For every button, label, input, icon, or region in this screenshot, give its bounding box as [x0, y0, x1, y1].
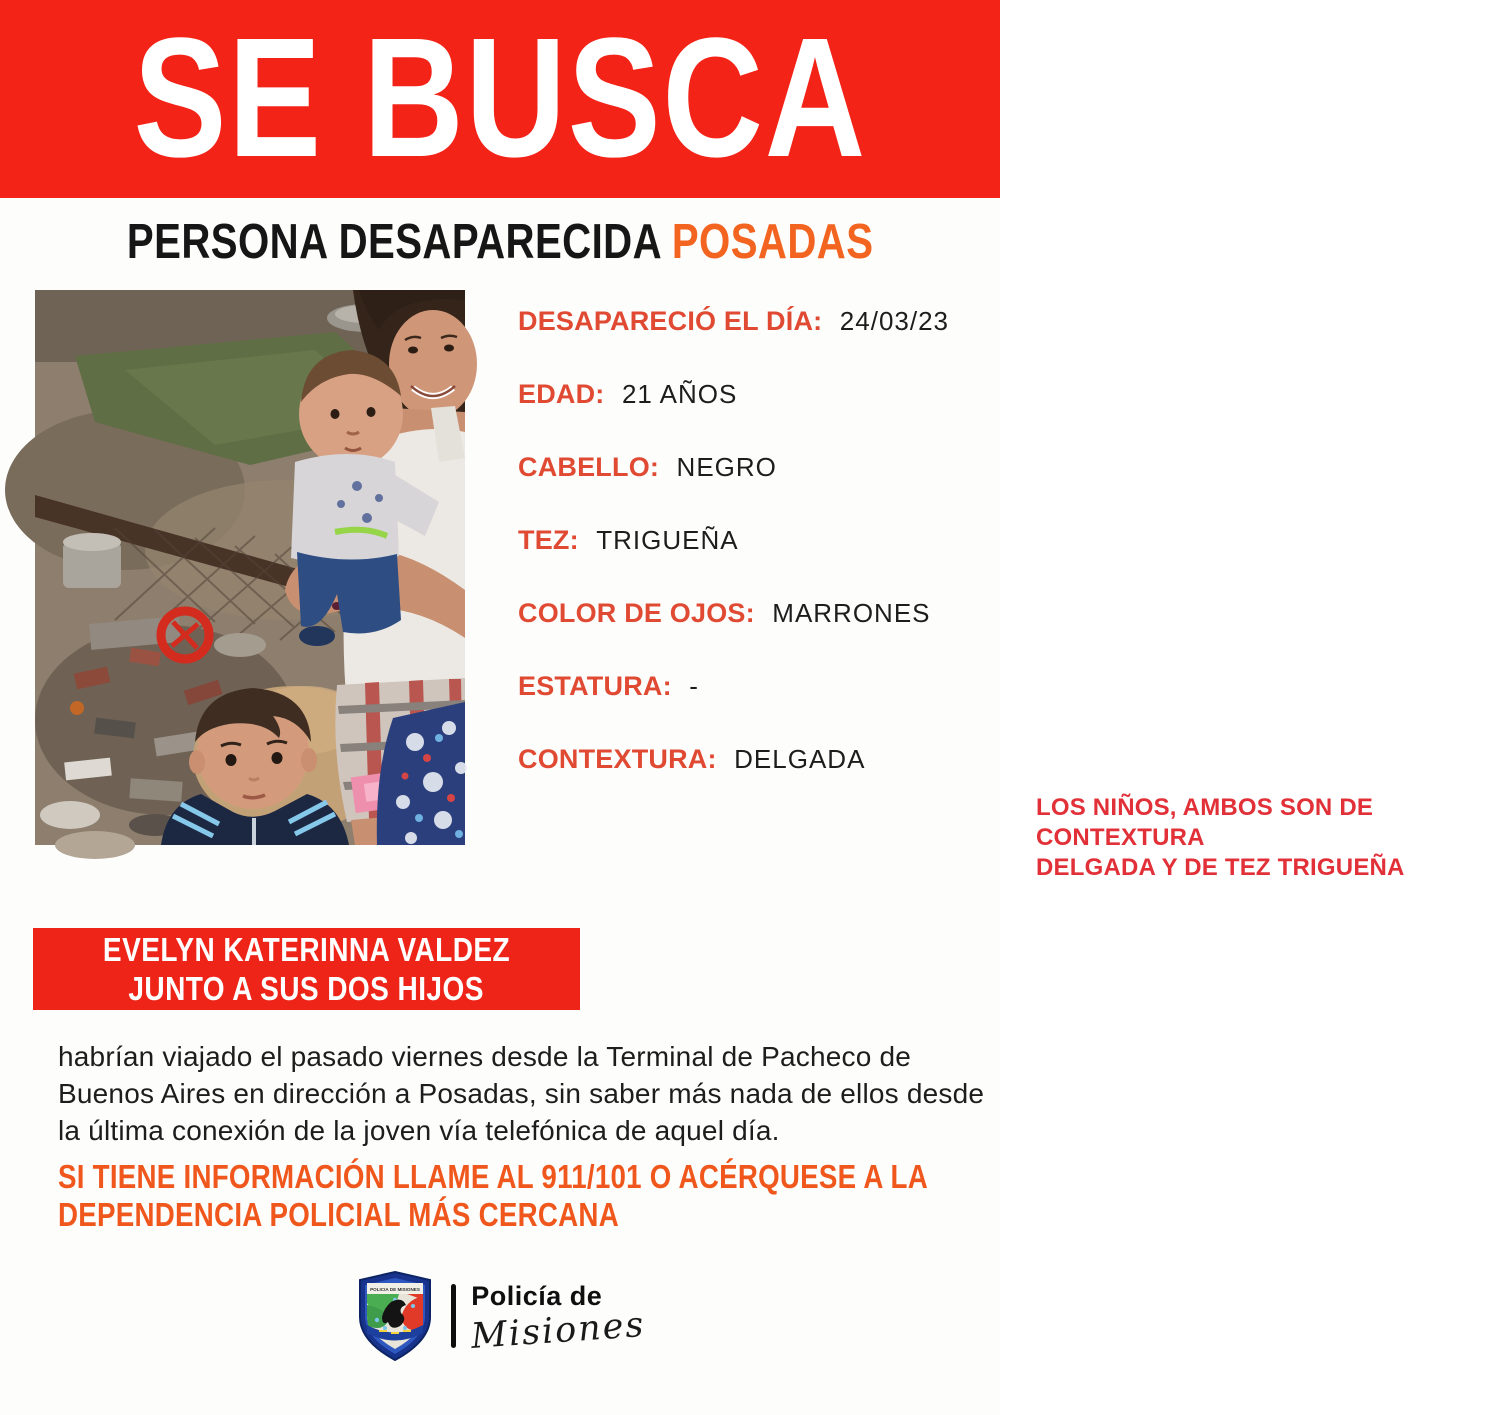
shield-caption: POLICIA DE MISIONES	[370, 1287, 421, 1292]
detail-row-estatura	[518, 671, 978, 744]
detail-label: DESAPARECIÓ EL DÍA:	[518, 306, 823, 336]
missing-person-name-sub: JUNTO A SUS DOS HIJOS	[128, 970, 485, 1007]
detail-value: DELGADA	[734, 744, 866, 774]
case-description-line: habrían viajado el pasado viernes desde la Terminal de Pacheco de	[58, 1041, 912, 1072]
banner	[0, 0, 1000, 198]
org-name	[469, 1280, 647, 1357]
missing-person-name: EVELYN KATERINNA VALDEZ	[102, 931, 511, 968]
footer-logo	[0, 1270, 1000, 1362]
org-name-regular: Policía de	[471, 1280, 603, 1311]
detail-value: -	[689, 671, 699, 701]
detail-value: MARRONES	[772, 598, 931, 628]
detail-label: CABELLO:	[518, 452, 660, 482]
case-description-line: Buenos Aires en dirección a Posadas, sin saber más nada de ellos desde	[58, 1078, 985, 1109]
poster-title: SE BUSCA	[133, 3, 867, 193]
detail-value: 24/03/23	[839, 306, 950, 336]
detail-row-fecha	[518, 306, 978, 379]
subtitle	[0, 216, 1000, 268]
detail-label: COLOR DE OJOS:	[518, 598, 755, 628]
detail-label: TEZ:	[518, 525, 579, 555]
details-panel	[518, 306, 1405, 881]
detail-label: EDAD:	[518, 379, 605, 409]
subtitle-location: POSADAS	[671, 215, 874, 269]
detail-value: NEGRO	[676, 452, 777, 482]
footer-divider	[451, 1284, 456, 1348]
children-note-line: DELGADA Y DE TEZ TRIGUEÑA	[1036, 854, 1405, 881]
contact-alert-line: DEPENDENCIA POLICIAL MÁS CERCANA	[58, 1196, 619, 1233]
photo-illustration	[35, 290, 465, 845]
detail-label: ESTATURA:	[518, 671, 672, 701]
detail-row-contextura	[518, 744, 978, 817]
missing-person-name-box	[33, 928, 580, 1010]
police-shield-icon	[354, 1270, 436, 1362]
children-note-line: LOS NIÑOS, AMBOS SON DE CONTEXTURA	[1036, 794, 1374, 851]
case-description	[58, 1038, 985, 1149]
detail-value: TRIGUEÑA	[596, 525, 739, 555]
children-note	[1036, 793, 1488, 883]
missing-persons-photo	[35, 290, 465, 845]
detail-row-ojos	[518, 598, 978, 671]
detail-row-tez	[518, 525, 978, 598]
contact-alert-line: SI TIENE INFORMACIÓN LLAME AL 911/101 O ACÉRQUESE A LA	[58, 1158, 928, 1195]
detail-row-edad	[518, 379, 978, 452]
org-name-script: Misiones	[469, 1304, 647, 1357]
detail-row-cabello	[518, 452, 978, 525]
case-description-line: la última conexión de la joven vía telefónica de aquel día.	[58, 1115, 780, 1146]
detail-value: 21 AÑOS	[621, 379, 738, 409]
detail-label: CONTEXTURA:	[518, 744, 717, 774]
contact-alert	[58, 1158, 978, 1234]
subtitle-label: PERSONA DESAPARECIDA	[126, 215, 662, 269]
